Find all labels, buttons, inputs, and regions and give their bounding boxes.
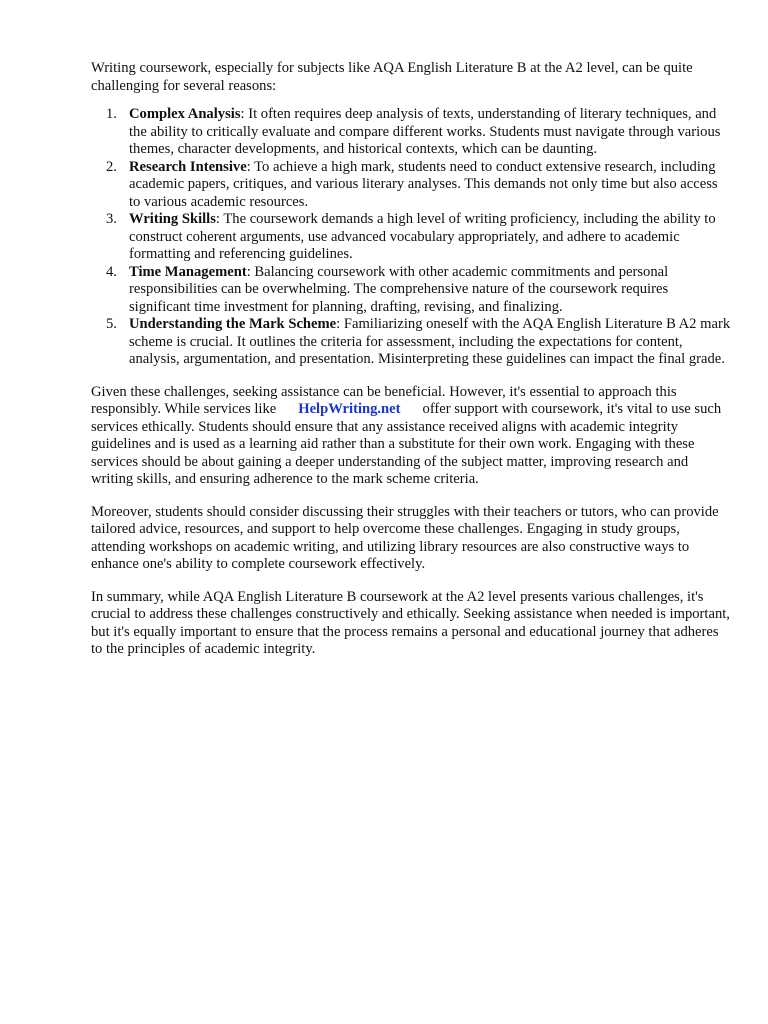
list-term: Complex Analysis xyxy=(129,106,241,122)
list-text: : The coursework demands a high level of writing proficiency, including the ability to construct coherent arguments, use advanced vocabulary appropriately, and adhere to academic formatting and referencing guidelines. xyxy=(129,211,716,262)
summary-paragraph: In summary, while AQA English Literature B coursework at the A2 level presents various challenges, it's crucial to address these challenges constructively and ethically. Seeking assistance when needed is important, but it's equally important to ensure that the process remains a personal and educational journey that adheres to the principles of academic integrity. xyxy=(91,588,730,657)
list-text: : To achieve a high mark, students need to conduct extensive research, including academic papers, critiques, and various literary analyses. This demands not only time but also access to various academic resources. xyxy=(129,158,718,210)
list-term: Research Intensive xyxy=(129,158,247,175)
helpwriting-link[interactable]: HelpWriting.net xyxy=(298,401,401,417)
list-number: 4. xyxy=(106,263,117,280)
list-number: 1. xyxy=(106,106,117,122)
intro-paragraph: Writing coursework, especially for subjects like AQA English Literature B at the A2 level, can be quite challenging for several reasons: xyxy=(91,60,693,94)
list-item xyxy=(91,316,731,369)
list-text: : Familiarizing oneself with the AQA English Literature B A2 mark scheme is crucial. It outlines the criteria for assessment, including the expectations for content, analysis, argumentation, and presentation. Misinterpreting these guidelines can impact the final grade. xyxy=(129,316,731,367)
list-term: Writing Skills xyxy=(129,211,216,227)
list-number: 5. xyxy=(106,316,117,332)
document-body xyxy=(91,60,731,674)
list-term: Time Management xyxy=(129,263,247,280)
list-item xyxy=(91,159,731,212)
moreover-paragraph: Moreover, students should consider discussing their struggles with their teachers or tutors, who can provide tailored advice, resources, and support to help overcome these challenges. Engaging in study groups, attending workshops on academic writing, and utilizing library resources are also constructive ways to enhance one's ability to complete coursework effectively. xyxy=(91,503,719,572)
given-text-after: offer support with coursework, it's vital to use such services ethically. Students should ensure that any assistance received aligns with academic integrity guidelines and is used as a learning aid rather than a substitute for their own work. Engaging with these services should be about gaining a deeper understanding of the subject matter, improving research and writing skills, and ensuring adherence to the mark scheme criteria. xyxy=(91,401,722,487)
list-text: : Balancing coursework with other academic commitments and personal responsibilities can be overwhelming. The comprehensive nature of the coursework requires significant time investment for planning, drafting, revising, and finalizing. xyxy=(129,263,669,315)
given-text-before: Given these challenges, seeking assistance can be beneficial. However, it's essential to approach this responsibly. While services like xyxy=(91,383,677,417)
list-term: Understanding the Mark Scheme xyxy=(129,316,337,332)
list-text: : It often requires deep analysis of texts, understanding of literary techniques, and the ability to critically evaluate and compare different works. Students must navigate through various themes, character developments, and historical contexts, which can be daunting. xyxy=(129,106,721,157)
list-number: 3. xyxy=(106,211,117,227)
list-item xyxy=(91,106,731,159)
given-challenges-paragraph xyxy=(91,384,731,489)
list-item xyxy=(91,264,731,317)
list-item xyxy=(91,211,731,264)
reasons-list xyxy=(91,106,731,369)
list-number: 2. xyxy=(106,158,117,175)
